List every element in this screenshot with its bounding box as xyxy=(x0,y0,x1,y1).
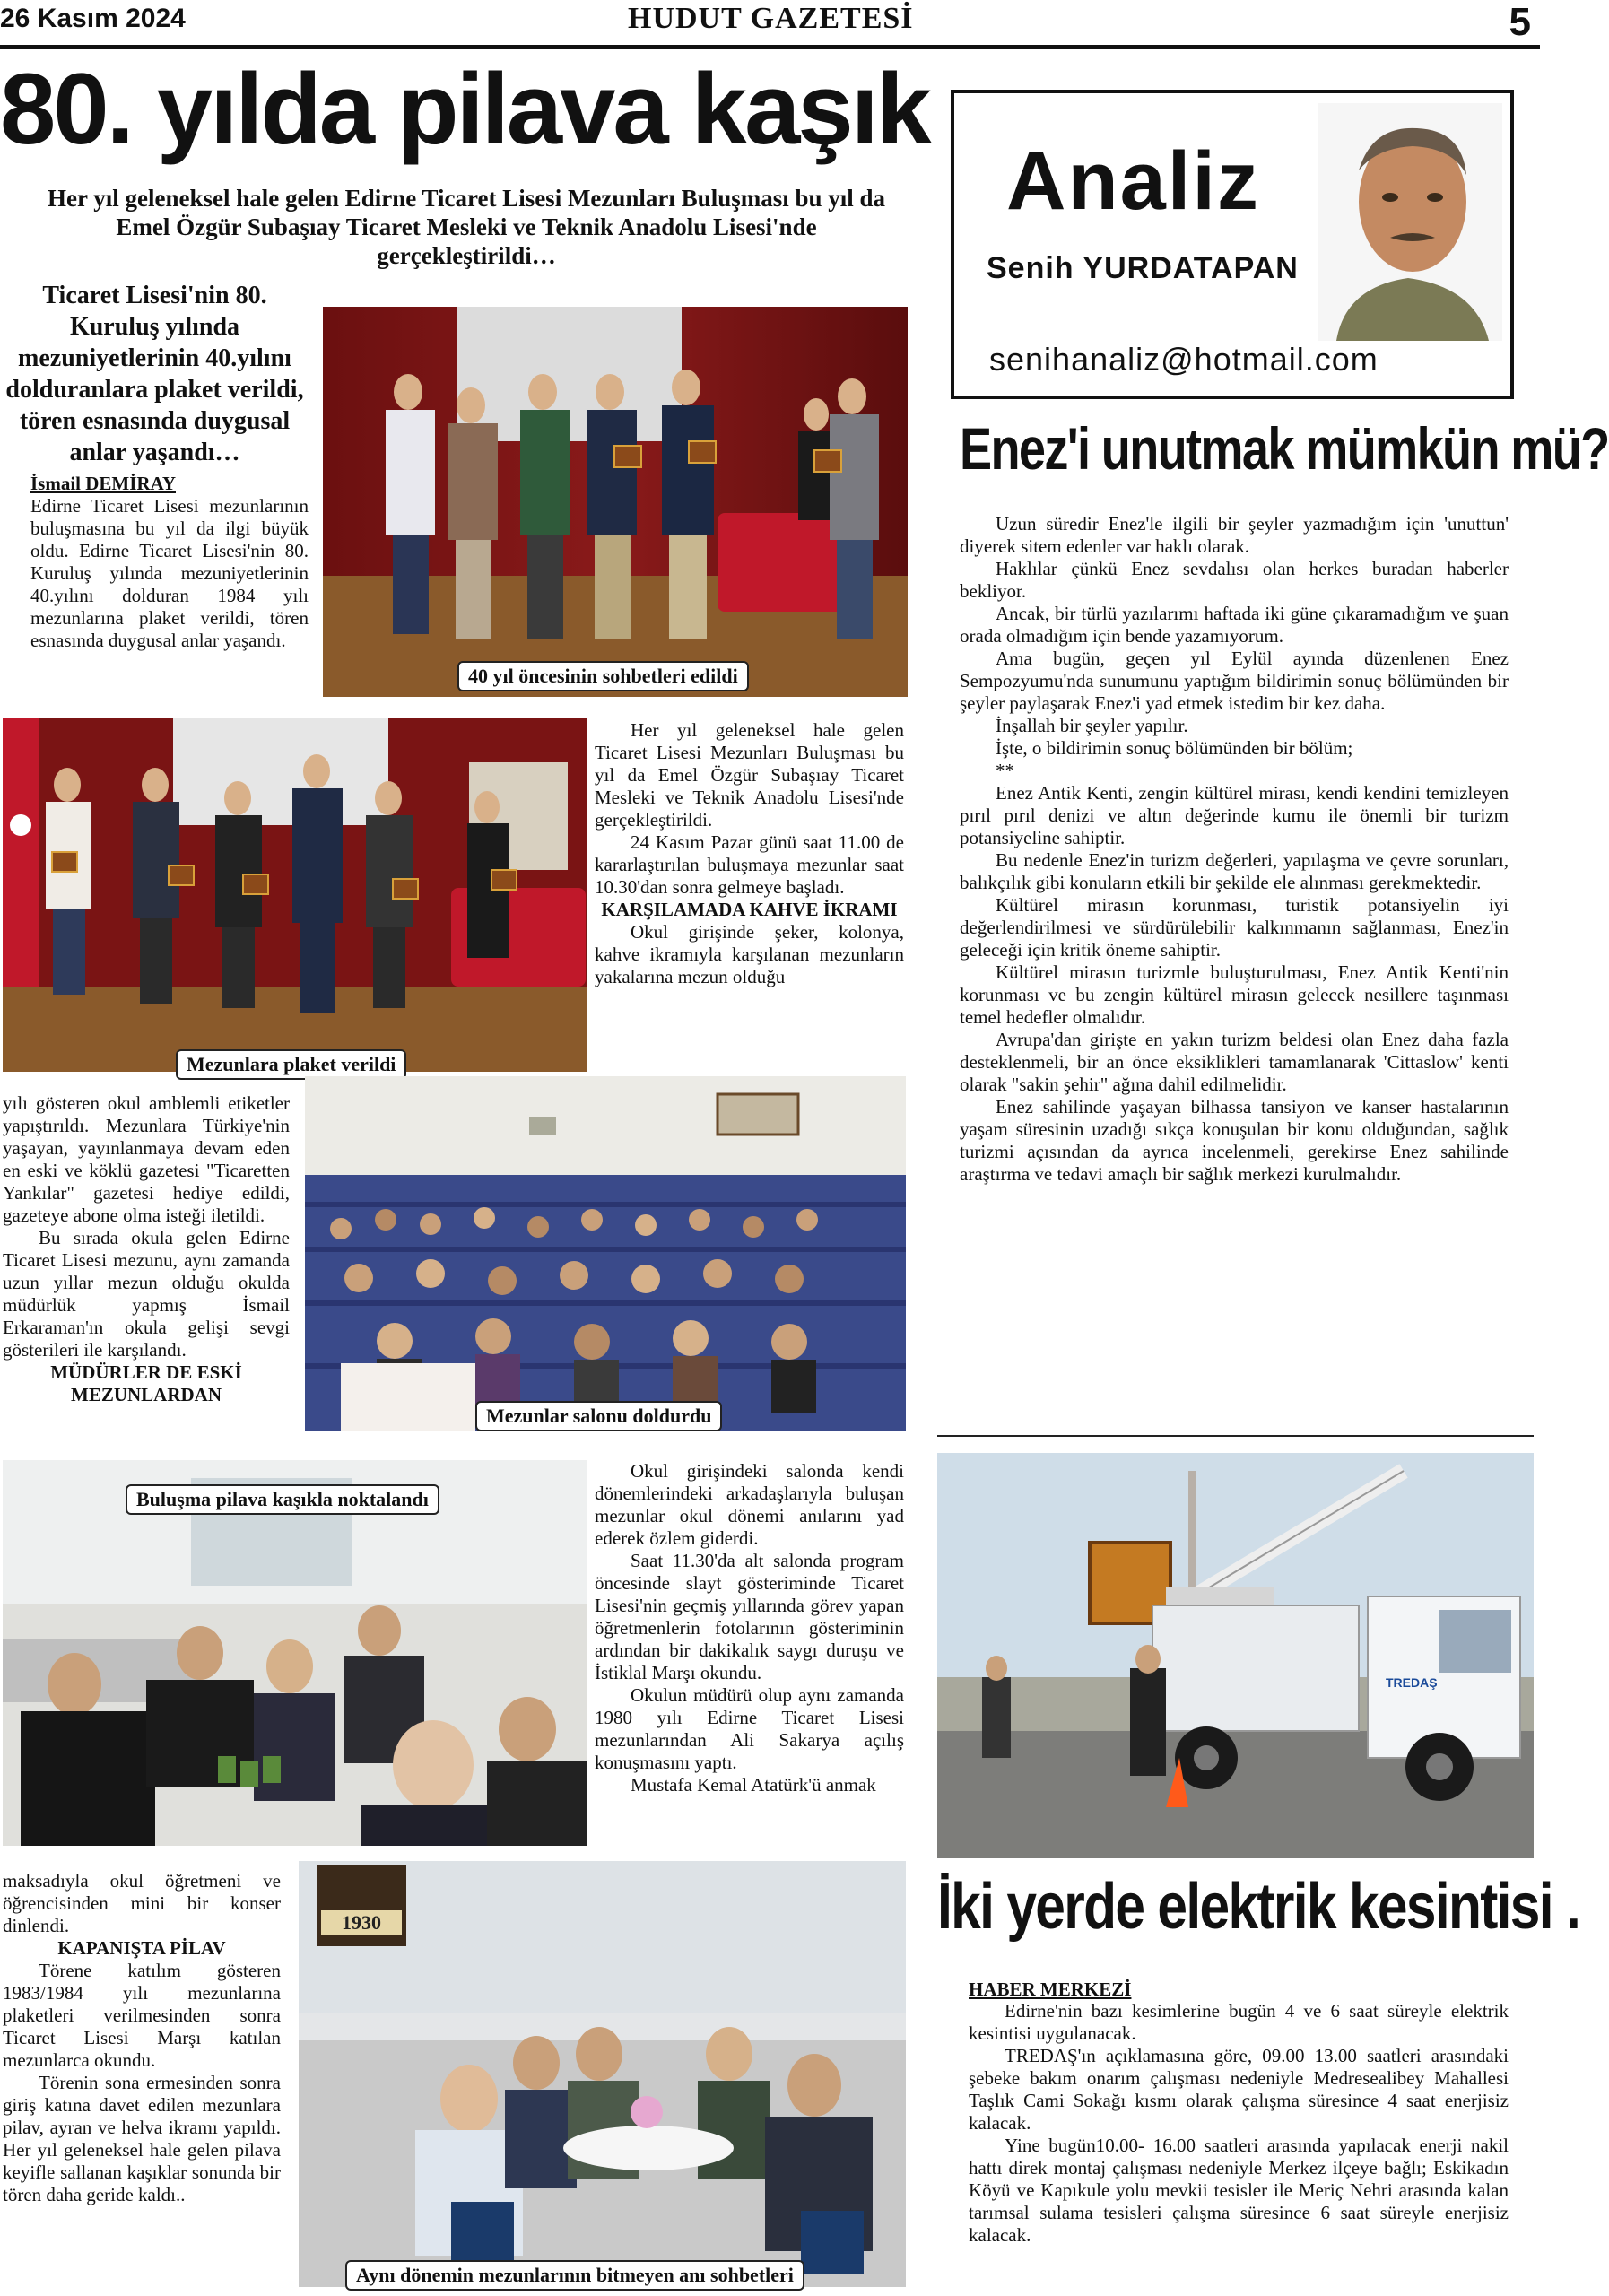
photo5-caption: Aynı dönemin mezunlarının bitmeyen anı sohbetleri xyxy=(345,2260,804,2291)
photo-audience-hall xyxy=(305,1076,906,1431)
elektrik-byline: HABER MERKEZİ xyxy=(969,1979,1132,2000)
main-deck: Her yıl geleneksel hale gelen Edirne Ticaret Lisesi Mezunları Buluşması bu yıl da Emel Özgür Subaşıay Ticaret Mesleki ve Teknik Anadolu Lisesi'nde gerçekleştirildi… xyxy=(47,185,886,269)
truck-brand-label: TREDAŞ xyxy=(1386,1675,1438,1690)
author-portrait xyxy=(1318,103,1502,341)
elektrik-body: Edirne'nin bazı kesimlerine bugün 4 ve 6 saat süreyle elektrik kesintisi uygulanacak. TREDAŞ'ın açıklamasına göre, 09.00 13.00 saatleri arasındaki şebeke bakım onarım çalışması nedeniyle Medresealibey Mahallesi Taşlık Cami Sokağı kısmı olarak çalışma süresince 4 saat enerjisiz kalacak. Yine bugün10.00- 16.00 saatleri arasında yapılacak enerji nakil hattı direk montaj çalışması nedeniyle Merkez ilçeye bağlı; Eskikadın Köyü ve Kapıkule yolu mevkii tesisler ile Meriç Nehri arasında kalan tarımsal sulama tesisleri çalışma süresince 6 saat süreyle enerjisiz kalacak. xyxy=(969,2000,1509,2246)
photo1-caption: 40 yıl öncesinin sohbetleri edildi xyxy=(457,661,749,691)
photo-stage-plaques xyxy=(323,307,908,697)
main-col1-intro: Edirne Ticaret Lisesi mezunlarının buluşmasına bu yıl da ilgi büyük oldu. Edirne Ticaret Lisesi'nin 80. Kuruluş yılında mezuniyetlerinin 40.yılını dolduran 1984 yılı mezunlarına plaket verildi, tören esnasında duygusal anlar yaşandı. xyxy=(30,495,309,651)
photo-plaque-presentation xyxy=(3,718,587,1072)
photo-table-conversation xyxy=(299,1861,906,2287)
main-col2-text: Her yıl geleneksel hale gelen Ticaret Lisesi Mezunları Buluşması bu yıl da Emel Özgür Subaşıay Ticaret Mesleki ve Teknik Anadolu Lisesi'nde gerçekleştirildi. 24 Kasım Pazar günü saat 11.00 de kararlaştırılan buluşmaya mezunlar saat 10.30'dan sonra gelmeye başladı. KARŞILAMADA KAHVE İKRAMI Okul girişinde şeker, kolonya, kahve ikramıyla karşılanan mezunların yakalarına mezun olduğu xyxy=(595,719,904,987)
newspaper-name: HUDUT GAZETESİ xyxy=(628,2,914,35)
photo5-sign: 1930 xyxy=(321,1910,402,1935)
photo-pilaf-serving xyxy=(3,1460,587,1846)
analiz-email: senihanaliz@hotmail.com xyxy=(989,341,1379,378)
analiz-body: Uzun süredir Enez'le ilgili bir şeyler yazmadığım için 'unuttun' diyerek sitem edenler var haklı olarak. Haklılar çünkü Enez sevdalısı olan herkes buradan haberler bekliyor. Ancak, bir türlü yazılarımı haftada iki güne çıkaramadığım ve şuan orada olmadığım için bende yazamıyorum. Ama bugün, geçen yıl Eylül ayında düzenlenen Enez Sempozyumu'nda sunumunu yaptığım bildirimin sonuç bölümünden bir şeyler paylaşarak Enez'i yad etmek istedim bir kez daha. İnşallah bir şeyler yapılır. İşte, o bildirimin sonuç bölümünden bir bölüm; ** Enez Antik Kenti, zengin kültürel mirası, kendi kendini temizleyen pırıl pırıl denizi ve altın değerinde kumu ile önemli bir turizm potansiyeline sahiptir. Bu nedenle Enez'in turizm değerleri, yapılaşma ve çevre sorunları, balıkçılık gibi konuların etkili bir şekilde ele alınması gerekmektedir. Kültürel mirasın korunması, turistik potansiyelin iyi değerlendirilmesi ve sürdürülebilir kalkınmanın sağlanması, Enez'in geleceği için kritik öneme sahiptir. Kültürel mirasın turizmle buluşturulması, Enez Antik Kenti'nin korunması ve bu zengin kültürel mirasın gelecek nesillere taşınması temel hedefler olmalıdır. Avrupa'dan girişte en yakın turizm beldesi olan Enez daha fazla desteklenmeli, bir an önce eksiklikleri tamamlanarak 'Cittaslow' kenti olarak "sakin şehir" ağına dahil edilmelidir. Enez sahilinde yaşayan bilhassa tansiyon ve kanser hastalarının yaşam süresinin uzadığı sıkça konuşulan bir konu olduğundan, sağlık turizmi açısından da ayrıca incelenmeli, gerekirse Enez sahilinde araştırma ve tedavi amaçlı bir sağlık merkezi kurulmalıdır. xyxy=(960,513,1509,1185)
photo3-caption: Mezunlar salonu doldurdu xyxy=(475,1401,722,1431)
main-col4-text: maksadıyla okul öğretmeni ve öğrencisinden mini bir konser dinlendi. KAPANIŞTA PİLAV Törene katılım gösteren 1983/1984 yılı mezunlarına plaketleri verilmesinden sonra Ticaret Lisesi Marşı katılan mezunlarca okundu. Törenin sona ermesinden sonra giriş katına davet edilen mezunlara pilav, ayran ve helva ikramı yapıldı. Her yıl geleneksel hale gelen pilava keyifle sallanan kaşıklar sonunda bir tören daha geride kaldı.. xyxy=(3,1870,281,2205)
column-rule xyxy=(937,1435,1534,1437)
main-byline: İsmail DEMİRAY xyxy=(30,473,176,494)
main-headline: 80. yılda pilava kaşık xyxy=(0,53,930,165)
analiz-headline: Enez'i unutmak mümkün mü? xyxy=(960,415,1609,482)
issue-date: 26 Kasım 2024 xyxy=(0,4,186,33)
header-rule xyxy=(0,45,1540,49)
photo4-caption: Buluşma pilava kaşıkla noktalandı xyxy=(126,1484,439,1515)
photo-utility-truck xyxy=(937,1453,1534,1858)
elektrik-headline: İki yerde elektrik kesintisi . xyxy=(937,1871,1580,1943)
main-col3-text: Okul girişindeki salonda kendi dönemlerindeki arkadaşlarıyla buluşan mezunlar okul dönemi anılarını yad ederek özlem giderdi. Saat 11.30'da alt salonda program öncesinde slayt gösteriminde Ticaret Lisesi'nin geçmiş yıllarında görev yapan öğretmenlerin fotolarının gösteriminin ardından bir dakikalık saygı duruşu ve İstiklal Marşı okundu. Okulun müdürü olup aynı zamanda 1980 yılı Edirne Ticaret Lisesi mezunlarından Ali Sakarya açılış konuşmasını yaptı. Mustafa Kemal Atatürk'ü anmak xyxy=(595,1460,904,1796)
page-number: 5 xyxy=(1509,0,1531,44)
photo2-caption: Mezunlara plaket verildi xyxy=(176,1049,406,1080)
main-spot: Ticaret Lisesi'nin 80. Kuruluş yılında mezuniyetlerinin 40.yılını dolduranlara plaket verildi, tören esnasında duygusal anlar yaşandı… xyxy=(5,282,304,466)
analiz-title: Analiz xyxy=(1006,135,1260,227)
main-col1-text: yılı gösteren okul amblemli etiketler yapıştırıldı. Mezunlara Türkiye'nin yaşayan, yayınlanmaya devam eden en eski ve köklü gazetesi "Ticaretten Yankılar" gazetesi hediye edildi, gazeteye abone olma isteği iletildi. Bu sırada okula gelen Edirne Ticaret Lisesi mezunu, aynı zamanda uzun yıllar mezun olduğu okulda müdürlük yapmış İsmail Erkaraman'ın okula gelişi sevgi gösterileri ile karşılandı. MÜDÜRLER DE ESKİ MEZUNLARDAN xyxy=(3,1092,290,1405)
analiz-author: Senih YURDATAPAN xyxy=(987,251,1299,285)
